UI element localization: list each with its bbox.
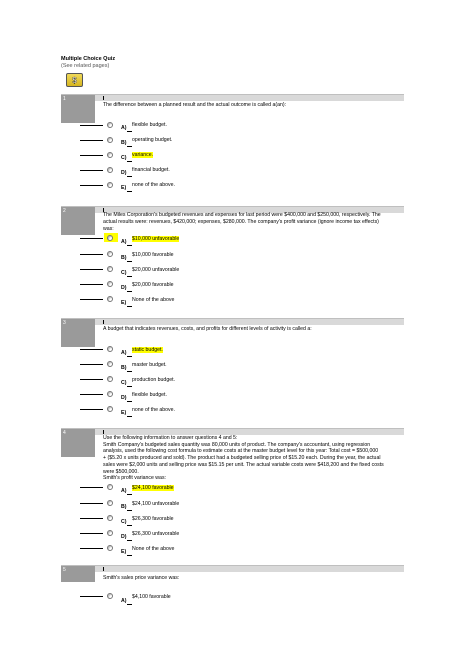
option-letter: C) — [121, 155, 127, 161]
option-text: $26,300 favorable — [132, 516, 174, 522]
option-letter: E) — [121, 300, 127, 306]
tick-mark — [103, 430, 104, 434]
answer-blank — [80, 548, 103, 549]
answer-blank — [80, 170, 103, 171]
answer-blank — [80, 155, 103, 156]
option-underline — [127, 510, 132, 511]
option-underline — [127, 555, 132, 556]
question-number-panel — [61, 566, 95, 582]
option-underline — [127, 291, 132, 292]
answer-blank — [80, 487, 103, 488]
option-text: None of the above — [132, 297, 175, 303]
answer-blank — [80, 125, 103, 126]
option-text: flexible budget. — [132, 122, 167, 128]
answer-blank — [80, 269, 103, 270]
answer-radio[interactable] — [107, 281, 113, 287]
option-text-highlighted: $24,100 favorable — [132, 485, 174, 491]
option-text: none of the above. — [132, 407, 175, 413]
tick-mark — [103, 320, 104, 324]
option-underline — [127, 494, 132, 495]
option-underline — [127, 191, 132, 192]
answer-blank — [80, 349, 103, 350]
answer-radio[interactable] — [107, 152, 113, 158]
option-underline — [127, 306, 132, 307]
option-text: $10,000 favorable — [132, 252, 174, 258]
option-text: $24,100 unfavorable — [132, 501, 180, 507]
answer-blank — [80, 140, 103, 141]
option-underline — [127, 540, 132, 541]
answer-blank — [80, 409, 103, 410]
question-text: Smith's sales price variance was: — [103, 575, 180, 581]
answer-blank — [80, 394, 103, 395]
question-header-bar — [61, 428, 404, 435]
answer-radio[interactable] — [107, 484, 113, 490]
option-underline — [127, 356, 132, 357]
answer-blank — [80, 364, 103, 365]
question-text-line: Smith Company's budgeted sales quantity was 80,000 units of product. The company's accountant, using regression — [103, 441, 371, 448]
question-number: 5 — [63, 567, 66, 573]
answer-blank — [80, 379, 103, 380]
option-underline — [127, 146, 132, 147]
option-letter: A) — [121, 125, 127, 131]
question-text-line: Smith's profit variance was: — [103, 475, 166, 482]
option-letter: B) — [121, 140, 127, 146]
answer-radio[interactable] — [107, 593, 113, 599]
answer-blank — [80, 238, 103, 239]
option-letter: A) — [121, 239, 127, 245]
answer-blank — [80, 284, 103, 285]
answer-radio[interactable] — [107, 376, 113, 382]
related-pages-link[interactable]: (See related pages) — [61, 63, 110, 69]
option-text: $26,300 unfavorable — [132, 531, 180, 537]
option-text: financial budget. — [132, 167, 170, 173]
question-text-line: were $500,000. — [103, 468, 139, 475]
option-text-highlighted: variance. — [132, 152, 154, 158]
option-text-highlighted: $10,000 unfavorable — [132, 236, 180, 242]
answer-radio[interactable] — [107, 167, 113, 173]
question-number: 4 — [63, 430, 66, 436]
answer-radio[interactable] — [107, 406, 113, 412]
answer-radio[interactable] — [107, 251, 113, 257]
option-letter: A) — [121, 488, 127, 494]
question-number-panel — [61, 429, 95, 457]
answer-radio[interactable] — [107, 500, 113, 506]
option-text: master budget. — [132, 362, 167, 368]
option-text-highlighted: static budget. — [132, 347, 163, 353]
question-text-line: The Miles Corporation's budgeted revenues and expenses for last period were $400,000 and $250,000, respectively. The — [103, 212, 381, 218]
option-letter: D) — [121, 170, 127, 176]
option-letter: E) — [121, 185, 127, 191]
option-text: production budget. — [132, 377, 175, 383]
answer-radio[interactable] — [107, 361, 113, 367]
answer-radio[interactable] — [107, 346, 113, 352]
question-text-line: was: — [103, 226, 114, 232]
answer-radio[interactable] — [107, 122, 113, 128]
answer-blank — [80, 596, 103, 597]
option-underline — [127, 525, 132, 526]
option-letter: C) — [121, 519, 127, 525]
option-underline — [127, 261, 132, 262]
answer-radio[interactable] — [107, 530, 113, 536]
question-text-line: sales were $2,000 units and selling price was $15.15 per unit. The actual variable costs were $418,200 and the fixed costs — [103, 461, 384, 468]
question-text — [103, 435, 403, 482]
option-letter: E) — [121, 410, 127, 416]
option-underline — [127, 131, 132, 132]
question-number: 1 — [63, 96, 66, 102]
question-text-line: Use the following information to answer questions 4 and 5: — [103, 435, 238, 441]
quiz-title: Multiple Choice Quiz — [61, 56, 116, 62]
tick-mark — [103, 96, 104, 100]
option-letter: E) — [121, 549, 127, 555]
option-underline — [127, 176, 132, 177]
question-text-line: actual results were: revenues, $420,000; expenses, $280,000. The company's profit variance (ignore income tax effects) — [103, 219, 379, 225]
option-underline — [127, 276, 132, 277]
answer-blank — [80, 533, 103, 534]
answer-radio[interactable] — [107, 235, 113, 241]
answer-radio[interactable] — [107, 545, 113, 551]
question-number: 3 — [63, 320, 66, 326]
answer-radio[interactable] — [107, 515, 113, 521]
answer-blank — [80, 254, 103, 255]
answer-blank — [80, 299, 103, 300]
tick-mark — [103, 567, 104, 571]
option-letter: D) — [121, 395, 127, 401]
question-number: 2 — [63, 208, 66, 214]
option-text: $20,000 unfavorable — [132, 267, 180, 273]
question-header-bar — [61, 94, 404, 101]
option-underline — [127, 371, 132, 372]
option-text: $4,100 favorable — [132, 594, 171, 600]
option-letter: C) — [121, 270, 127, 276]
answer-radio[interactable] — [107, 182, 113, 188]
question-text-line: analysis, used the following cost formula to estimate costs at the master budget level for this year: Total cost = $500,000 — [103, 448, 379, 455]
option-underline — [127, 416, 132, 417]
option-letter: B) — [121, 504, 127, 510]
question-text: A budget that indicates revenues, costs, and profits for different levels of activity is called a: — [103, 326, 312, 332]
option-letter: D) — [121, 285, 127, 291]
question-text: The difference between a planned result and the actual outcome is called a(an): — [103, 102, 287, 108]
answer-radio[interactable] — [107, 391, 113, 397]
dollar-icon[interactable]: $ — [66, 73, 83, 87]
answer-radio[interactable] — [107, 266, 113, 272]
answer-radio[interactable] — [107, 137, 113, 143]
option-letter: A) — [121, 350, 127, 356]
answer-blank — [80, 185, 103, 186]
option-text: none of the above. — [132, 182, 175, 188]
option-text: None of the above — [132, 546, 175, 552]
option-underline — [127, 386, 132, 387]
option-text: flexible budget. — [132, 392, 167, 398]
option-text: $20,000 favorable — [132, 282, 174, 288]
option-letter: C) — [121, 380, 127, 386]
question-header-bar — [61, 318, 404, 325]
option-letter: B) — [121, 365, 127, 371]
question-number-panel — [61, 95, 95, 123]
option-letter: B) — [121, 255, 127, 261]
answer-blank — [80, 503, 103, 504]
option-underline — [127, 245, 132, 246]
option-text: operating budget. — [132, 137, 173, 143]
answer-blank — [80, 518, 103, 519]
question-text-line: + ($5.20 x units produced and sold). The product had a budgeted selling price of $15.20 each. During the year, the actual — [103, 455, 381, 462]
option-letter: D) — [121, 534, 127, 540]
question-number-panel — [61, 207, 95, 235]
answer-radio[interactable] — [107, 296, 113, 302]
question-text — [103, 212, 403, 233]
question-header-bar — [61, 565, 404, 572]
question-number-panel — [61, 319, 95, 347]
option-underline — [127, 401, 132, 402]
option-underline — [127, 604, 132, 605]
option-letter: A) — [121, 598, 127, 604]
option-underline — [127, 161, 132, 162]
